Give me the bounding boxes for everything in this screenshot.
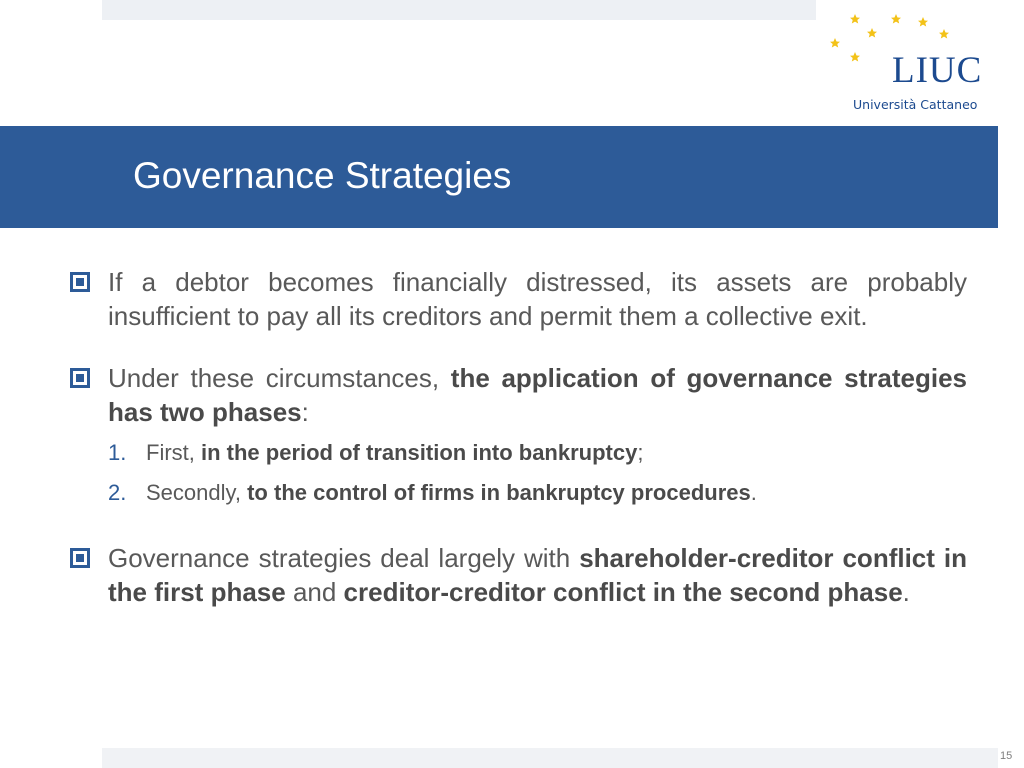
item-text-run: .	[750, 480, 757, 505]
bullet-text-emphasis: shareholder-creditor conflict in the first phase	[108, 543, 968, 607]
square-bullet-icon	[70, 272, 90, 292]
item-number: 1.	[108, 440, 127, 465]
bullet-text-emphasis: the application of governance strategies has two phases	[108, 363, 967, 427]
bullet-item	[70, 265, 967, 333]
item-text-run: First,	[146, 440, 201, 465]
square-bullet-icon	[70, 548, 90, 568]
footer-strip	[102, 748, 998, 768]
item-text-run: Secondly,	[146, 480, 248, 505]
slide-content	[70, 265, 967, 637]
bullet-text	[108, 361, 967, 429]
bullet-text	[108, 265, 967, 333]
square-bullet-icon	[70, 368, 90, 388]
top-decor-strip	[102, 0, 816, 20]
bullet-text-run: and	[285, 577, 344, 607]
bullet-text-emphasis: creditor-creditor conflict in the second phase	[343, 577, 903, 607]
numbered-list	[108, 433, 967, 513]
bullet-text-run: Governance strategies deal largely with	[108, 543, 580, 573]
bullet-text-run: If a debtor becomes financially distressed, its assets are probably insufficient to pay all its creditors and permit them a collective exit.	[108, 267, 967, 331]
logo-subtitle: Università Cattaneo	[853, 97, 978, 112]
bullet-text-run: Under these circumstances,	[108, 363, 451, 393]
item-text-emphasis: in the period of transition into bankruptcy	[201, 440, 638, 465]
bullet-text	[108, 541, 967, 609]
liuc-logo	[820, 8, 1000, 120]
numbered-item	[108, 473, 967, 513]
page-number: 15	[1000, 750, 1013, 762]
slide-title: Governance Strategies	[133, 155, 512, 196]
bullet-text-run: :	[301, 397, 309, 427]
bullet-item	[70, 541, 967, 609]
item-number: 2.	[108, 480, 127, 505]
item-text-run: ;	[637, 440, 644, 465]
bullet-text-run: .	[902, 577, 910, 607]
logo-wordmark: LIUC	[892, 50, 983, 91]
numbered-item	[108, 433, 967, 473]
item-text-emphasis: to the control of firms in bankruptcy procedures	[247, 480, 751, 505]
bullet-item	[70, 361, 967, 513]
